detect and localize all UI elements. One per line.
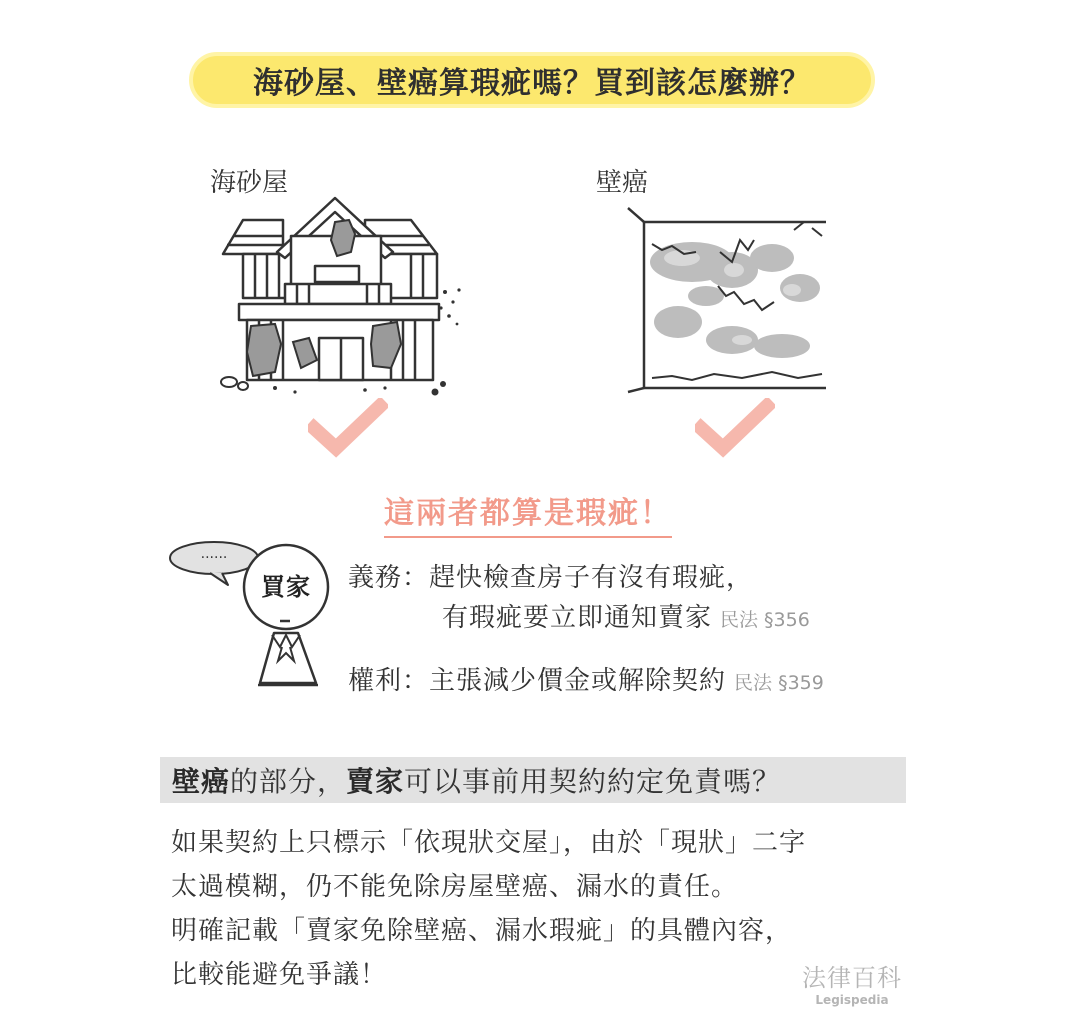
paragraph-line: 太過模糊，仍不能免除房屋壁癌、漏水的責任。 xyxy=(171,872,739,902)
buyer-badge: 買家 xyxy=(261,573,311,601)
question-bold-1: 壁癌 xyxy=(172,765,231,798)
check-icon xyxy=(308,398,388,462)
item-label-wall-cancer: 壁癌 xyxy=(596,168,649,198)
duty-line1: 趕快檢查房子有沒有瑕疵， xyxy=(429,563,754,593)
check-icon xyxy=(695,398,775,462)
duty-label: 義務： xyxy=(348,563,430,593)
duty-row-2 xyxy=(442,597,810,634)
wall-cancer-illustration xyxy=(622,200,832,395)
item-label-sea-sand-house: 海砂屋 xyxy=(210,168,289,198)
question-band xyxy=(160,757,906,803)
right-row xyxy=(348,660,824,697)
duty-line2: 有瑕疵要立即通知賣家 xyxy=(442,603,713,633)
question-text-1: 的部分， xyxy=(230,765,347,798)
question-text-2: 可以事前用契約約定免責嗎？ xyxy=(404,765,782,798)
page-title: 海砂屋、壁癌算瑕疵嗎？買到該怎麼辦？ xyxy=(189,52,875,108)
brand-name-en: Legispedia xyxy=(815,993,889,1007)
conclusion-text: 這兩者都算是瑕疵！ xyxy=(384,488,672,538)
duty-citation: 民法 §356 xyxy=(720,609,810,631)
paragraph-line: 如果契約上只標示「依現狀交屋」，由於「現狀」二字 xyxy=(171,828,807,858)
paragraph-line: 明確記載「賣家免除壁癌、漏水瑕疵」的具體內容， xyxy=(171,916,793,946)
brand-logo xyxy=(800,958,904,1007)
sea-sand-house-illustration xyxy=(215,192,475,402)
right-text: 主張減少價金或解除契約 xyxy=(429,666,727,696)
speech-bubble-text: ...... xyxy=(200,546,228,562)
paragraph-line: 比較能避免爭議！ xyxy=(171,960,388,990)
right-label: 權利： xyxy=(348,666,430,696)
duty-row xyxy=(348,557,753,594)
brand-name: 法律百科 xyxy=(802,964,902,992)
question-bold-2: 賣家 xyxy=(346,765,405,798)
right-citation: 民法 §359 xyxy=(734,672,824,694)
